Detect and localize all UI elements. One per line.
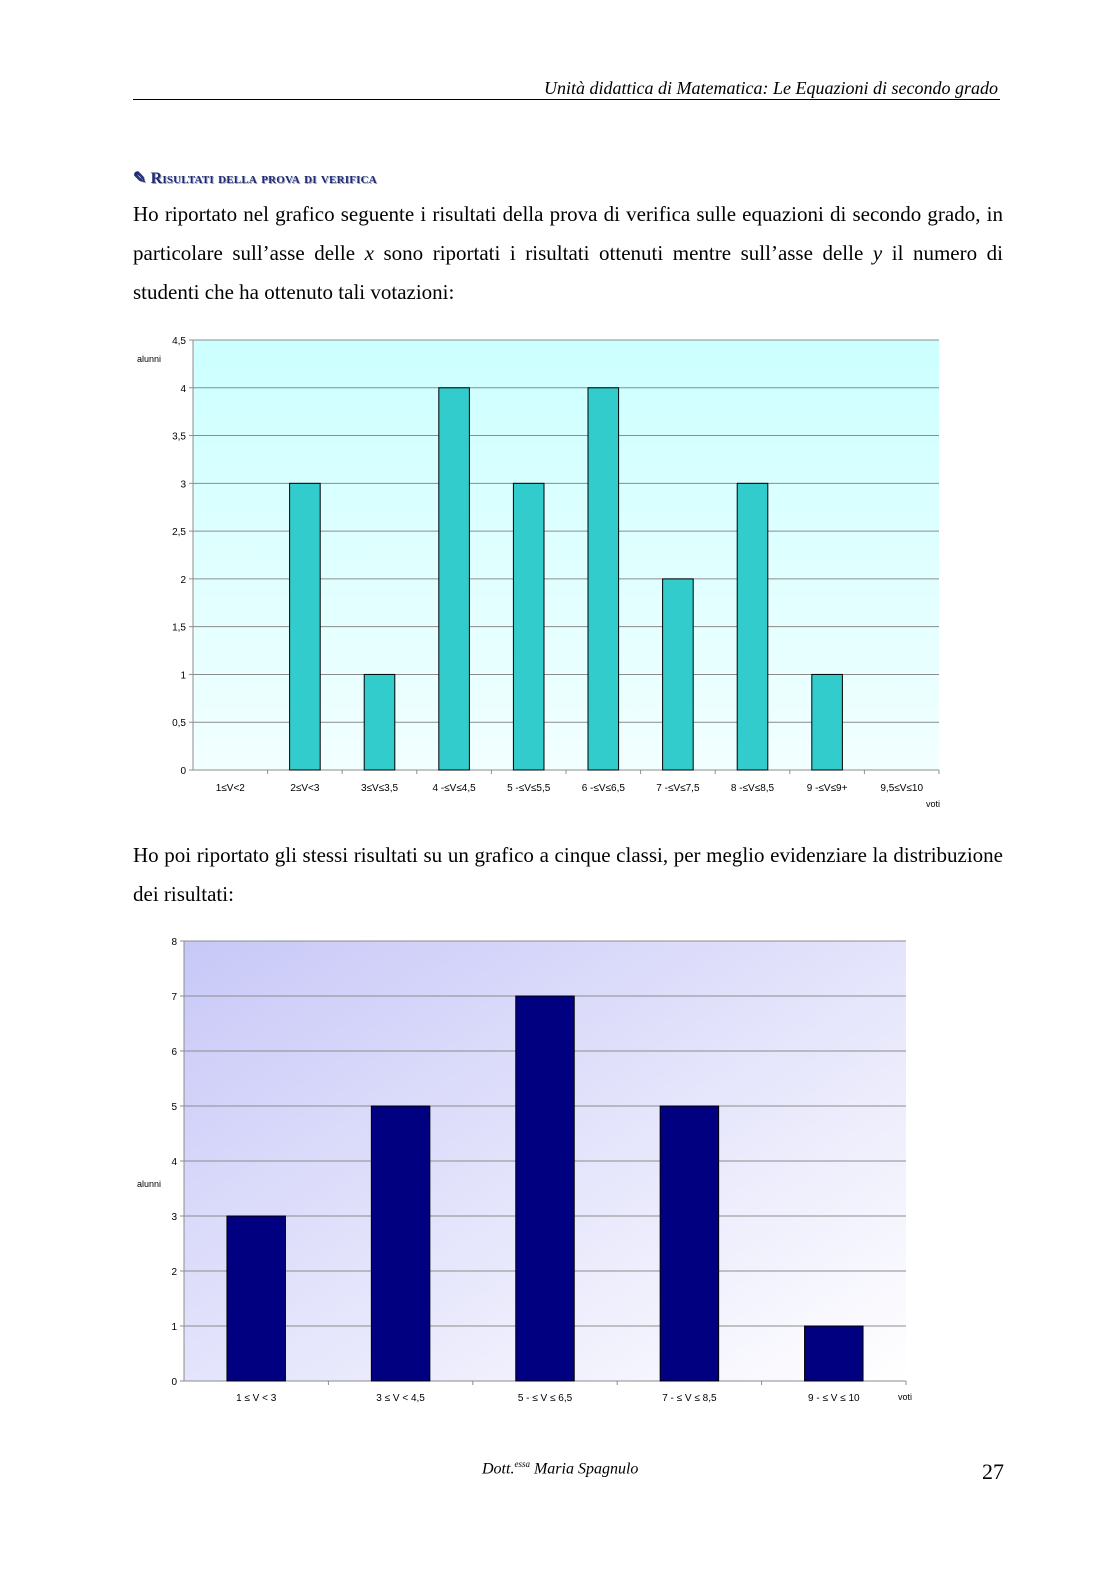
- bar: [805, 1326, 863, 1381]
- running-header: Unità didattica di Matematica: Le Equazioni di secondo grado: [544, 78, 998, 98]
- x-variable: x: [364, 241, 374, 265]
- y-axis-label: alunni: [137, 354, 162, 364]
- y-tick-label: 0: [171, 1377, 177, 1388]
- y-tick-label: 1: [171, 1322, 177, 1333]
- x-tick-label: 7 -≤V≤7,5: [656, 783, 700, 794]
- x-tick-label: 1 ≤ V < 3: [236, 1393, 277, 1404]
- bar: [513, 483, 544, 770]
- bar: [660, 1106, 718, 1381]
- y-tick-label: 1,5: [172, 622, 186, 634]
- author-name: Maria Spagnulo: [529, 1460, 639, 1478]
- x-tick-label: 5 - ≤ V ≤ 6,5: [517, 1393, 573, 1404]
- x-axis-label: voti: [898, 1392, 913, 1402]
- x-tick-label: 9 -≤V≤9+: [806, 783, 848, 794]
- x-tick-label: 3≤V≤3,5: [360, 783, 399, 794]
- pencil-arrow-icon: ✎: [133, 170, 147, 187]
- y-tick-label: 3: [171, 1212, 177, 1223]
- y-tick-label: 8: [171, 937, 177, 948]
- x-tick-label: 9 - ≤ V ≤ 10: [808, 1393, 860, 1404]
- paragraph-text: il numero di studenti che ha ottenuto tali votazioni:: [133, 241, 1004, 304]
- y-axis-label: alunni: [137, 1179, 162, 1189]
- y-tick-label: 3: [180, 479, 186, 491]
- bar: [737, 483, 768, 770]
- y-tick-label: 6: [171, 1047, 177, 1058]
- x-tick-label: 6 -≤V≤6,5: [581, 783, 625, 794]
- bar: [588, 388, 619, 770]
- y-tick-label: 7: [171, 992, 177, 1003]
- paragraph-text: Ho riportato nel grafico seguente i risultati della prova di verifica sulle equazioni di secondo grado, in particolare sull’asse delle: [133, 202, 1003, 265]
- bar: [439, 388, 470, 770]
- bar: [663, 579, 694, 770]
- x-axis-label: voti: [926, 799, 941, 809]
- five-class-results-chart: [0, 925, 1116, 1415]
- section-heading-text: Risultati della prova di verifica: [150, 170, 377, 187]
- bar: [516, 996, 574, 1381]
- y-tick-label: 5: [171, 1102, 177, 1113]
- y-tick-label: 4,5: [172, 336, 186, 347]
- author-title-sup: essa: [514, 1459, 530, 1469]
- y-tick-label: 2: [180, 574, 186, 586]
- section-heading: [133, 168, 377, 188]
- detailed-results-chart: [0, 325, 1116, 825]
- header-rule: [133, 99, 1000, 100]
- footer-author: [482, 1459, 638, 1478]
- page-number: 27: [982, 1459, 1004, 1484]
- paragraph-text: sono riportati i risultati ottenuti mentre sull’asse delle: [373, 241, 873, 265]
- author-title: Dott.: [482, 1460, 515, 1478]
- bar: [227, 1216, 285, 1381]
- x-tick-label: 7 - ≤ V ≤ 8,5: [662, 1393, 717, 1404]
- bar: [364, 674, 395, 770]
- y-tick-label: 4: [171, 1157, 177, 1168]
- x-tick-label: 1≤V<2: [215, 783, 245, 794]
- y-tick-label: 0,5: [172, 718, 186, 730]
- y-tick-label: 2,5: [172, 527, 186, 539]
- x-tick-label: 2≤V<3: [290, 783, 320, 794]
- intro-paragraph: [133, 195, 1003, 312]
- x-tick-label: 9,5≤V≤10: [880, 783, 924, 794]
- second-paragraph: Ho poi riportato gli stessi risultati su un grafico a cinque classi, per meglio evidenziare la distribuzione dei risultati:: [133, 843, 1003, 906]
- y-tick-label: 2: [171, 1267, 177, 1278]
- x-tick-label: 8 -≤V≤8,5: [730, 783, 775, 794]
- y-tick-label: 3,5: [172, 431, 186, 443]
- y-tick-label: 4: [180, 383, 186, 395]
- y-tick-label: 1: [180, 670, 186, 682]
- bar: [290, 483, 321, 770]
- x-tick-label: 5 -≤V≤5,5: [507, 783, 551, 794]
- bar: [812, 674, 843, 770]
- x-tick-label: 3 ≤ V < 4,5: [376, 1393, 425, 1404]
- x-tick-label: 4 -≤V≤4,5: [432, 783, 476, 794]
- bar: [371, 1106, 429, 1381]
- y-variable: y: [872, 241, 883, 265]
- y-tick-label: 0: [180, 766, 186, 777]
